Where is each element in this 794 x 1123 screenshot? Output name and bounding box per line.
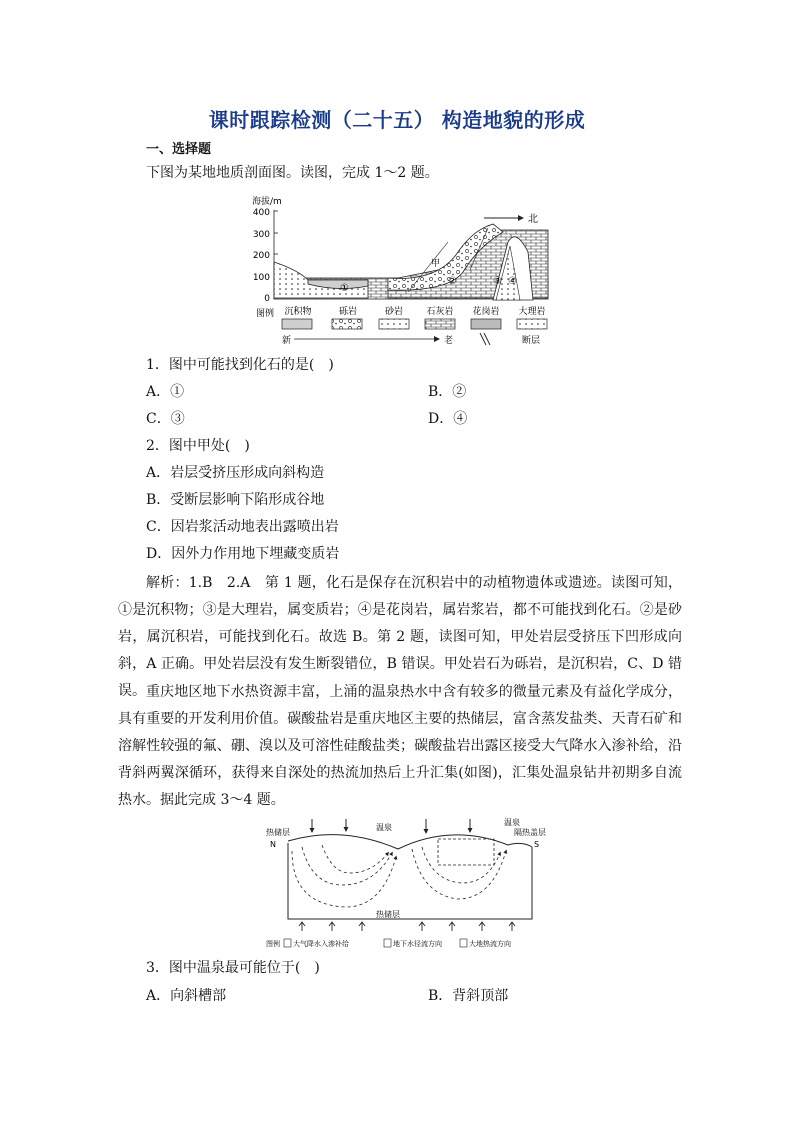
marker-2: ②: [448, 276, 457, 287]
marker-4: ④: [508, 276, 517, 287]
age-new-label: 新: [282, 336, 292, 346]
q2-option-a[interactable]: A．岩层受挤压形成向斜构造: [146, 465, 325, 481]
y-tick-100: 100: [252, 273, 270, 283]
label-spring-right: 温泉: [504, 818, 520, 827]
q1-stem: 1．图中可能找到化石的是( ): [146, 357, 334, 373]
legend-swatch-marble: [517, 319, 547, 329]
legend-title: 图例: [256, 309, 275, 319]
legend-rain-label: 大气降水入渗补给: [293, 940, 349, 948]
passage-paragraph: 重庆地区地下水热资源丰富，上涌的温泉热水中含有较多的微量元素及有益化学成分，具有重要的开发利用价值。碳酸盐岩是重庆地区主要的热储层，富含蒸发盐类、天青石矿和溶解性较强的氟、硼、溴以及可溶性硅酸盐类；碳酸盐岩出露区接受大气降水入渗补给，沿背斜两翼深循环，获得来自深处的热流加热后上升汇集(如图)，汇集处温泉钻井初期多自流热水。据此完成 3～4 题。: [118, 684, 682, 808]
q1-option-d[interactable]: D．④: [428, 411, 468, 427]
legend-heat-swatch: [460, 939, 467, 947]
section-heading: 一、选择题: [146, 142, 212, 157]
fault-symbol: [480, 333, 490, 345]
q3-option-a[interactable]: A．向斜槽部: [146, 988, 227, 1004]
label-n: N: [270, 840, 276, 849]
q3-stem: 3．图中温泉最可能位于( ): [146, 960, 320, 976]
intro-text-1: 下图为某地地质剖面图。读图，完成 1～2 题。: [146, 165, 439, 181]
section-outline: [288, 843, 532, 919]
legend-label-sediment: 沉积物: [284, 307, 312, 317]
page-title: 课时跟踪检测（二十五） 构造地貌的形成: [208, 108, 586, 132]
q2-option-d[interactable]: D．因外力作用地下埋藏变质岩: [146, 546, 340, 562]
q2-option-c[interactable]: C．因岩浆活动地表出露喷出岩: [146, 519, 339, 535]
legend-heat-label: 大地热流方向: [469, 940, 511, 948]
q2-option-b[interactable]: B．受断层影响下陷形成谷地: [146, 492, 325, 508]
label-reservoir-left: 热储层: [266, 828, 290, 837]
legend-swatch-sediment: [282, 319, 312, 329]
geologic-profile-figure: [248, 192, 558, 348]
marker-3: ③: [493, 276, 502, 287]
dashed-box: [438, 839, 494, 865]
hot-spring-figure: [262, 815, 552, 951]
q1-option-a[interactable]: A．①: [146, 384, 185, 400]
y-tick-0: 0: [264, 294, 270, 304]
legend-swatch-granite: [471, 319, 501, 329]
legend-label-marble: 大理岩: [518, 307, 546, 317]
analysis-paragraph: 解析：1.B 2.A 第 1 题，化石是保存在沉积岩中的动植物遗体或遗迹。读图可知，①是沉积物；③是大理岩，属变质岩；④是花岗岩，属岩浆岩，都不可能找到化石。②是砂岩，属沉积岩，可能找到化石。故选 B。第 2 题，读图可知，甲处岩层受挤压下凹形成向斜，A 正确。甲处岩层没有发生断裂错位，B 错误。甲处岩石为砾岩，是沉积岩，C、D 错误。: [118, 575, 682, 699]
y-tick-200: 200: [252, 251, 270, 261]
legend-swatch-conglomerate: [332, 319, 362, 329]
jia-label: 甲: [431, 259, 441, 269]
surface-line: [288, 835, 532, 849]
legend-flow-swatch: [384, 939, 391, 947]
y-tick-400: 400: [252, 208, 270, 218]
legend-flow-label: 地下水径流方向: [393, 940, 442, 948]
y-tick-300: 300: [252, 230, 270, 240]
legend-rain-swatch: [284, 939, 291, 947]
legend-swatch-sandstone: [379, 319, 409, 329]
q3-option-b[interactable]: B．背斜顶部: [428, 988, 509, 1004]
label-insulating: 隔热盖层: [514, 828, 546, 837]
age-old-label: 老: [444, 336, 454, 346]
legend-label-conglomerate: 砾岩: [338, 307, 358, 317]
marker-1: ①: [340, 283, 349, 294]
fig2-legend-title: 图例: [266, 940, 280, 948]
legend-label-granite: 花岗岩: [472, 307, 500, 317]
q2-stem: 2．图中甲处( ): [146, 438, 250, 454]
fault-label: 断层: [522, 336, 541, 346]
legend-label-limestone: 石灰岩: [426, 307, 454, 317]
label-reservoir-bottom: 热储层: [376, 910, 400, 919]
q1-option-c[interactable]: C．③: [146, 411, 185, 427]
y-axis-label: 海拔/m: [252, 197, 282, 207]
north-label: 北: [528, 214, 538, 225]
label-spring-mid: 温泉: [376, 823, 392, 832]
legend-swatch-limestone: [425, 319, 455, 329]
label-s: S: [534, 840, 540, 849]
legend-label-sandstone: 砂岩: [384, 307, 404, 317]
q1-option-b[interactable]: B．②: [428, 384, 467, 400]
